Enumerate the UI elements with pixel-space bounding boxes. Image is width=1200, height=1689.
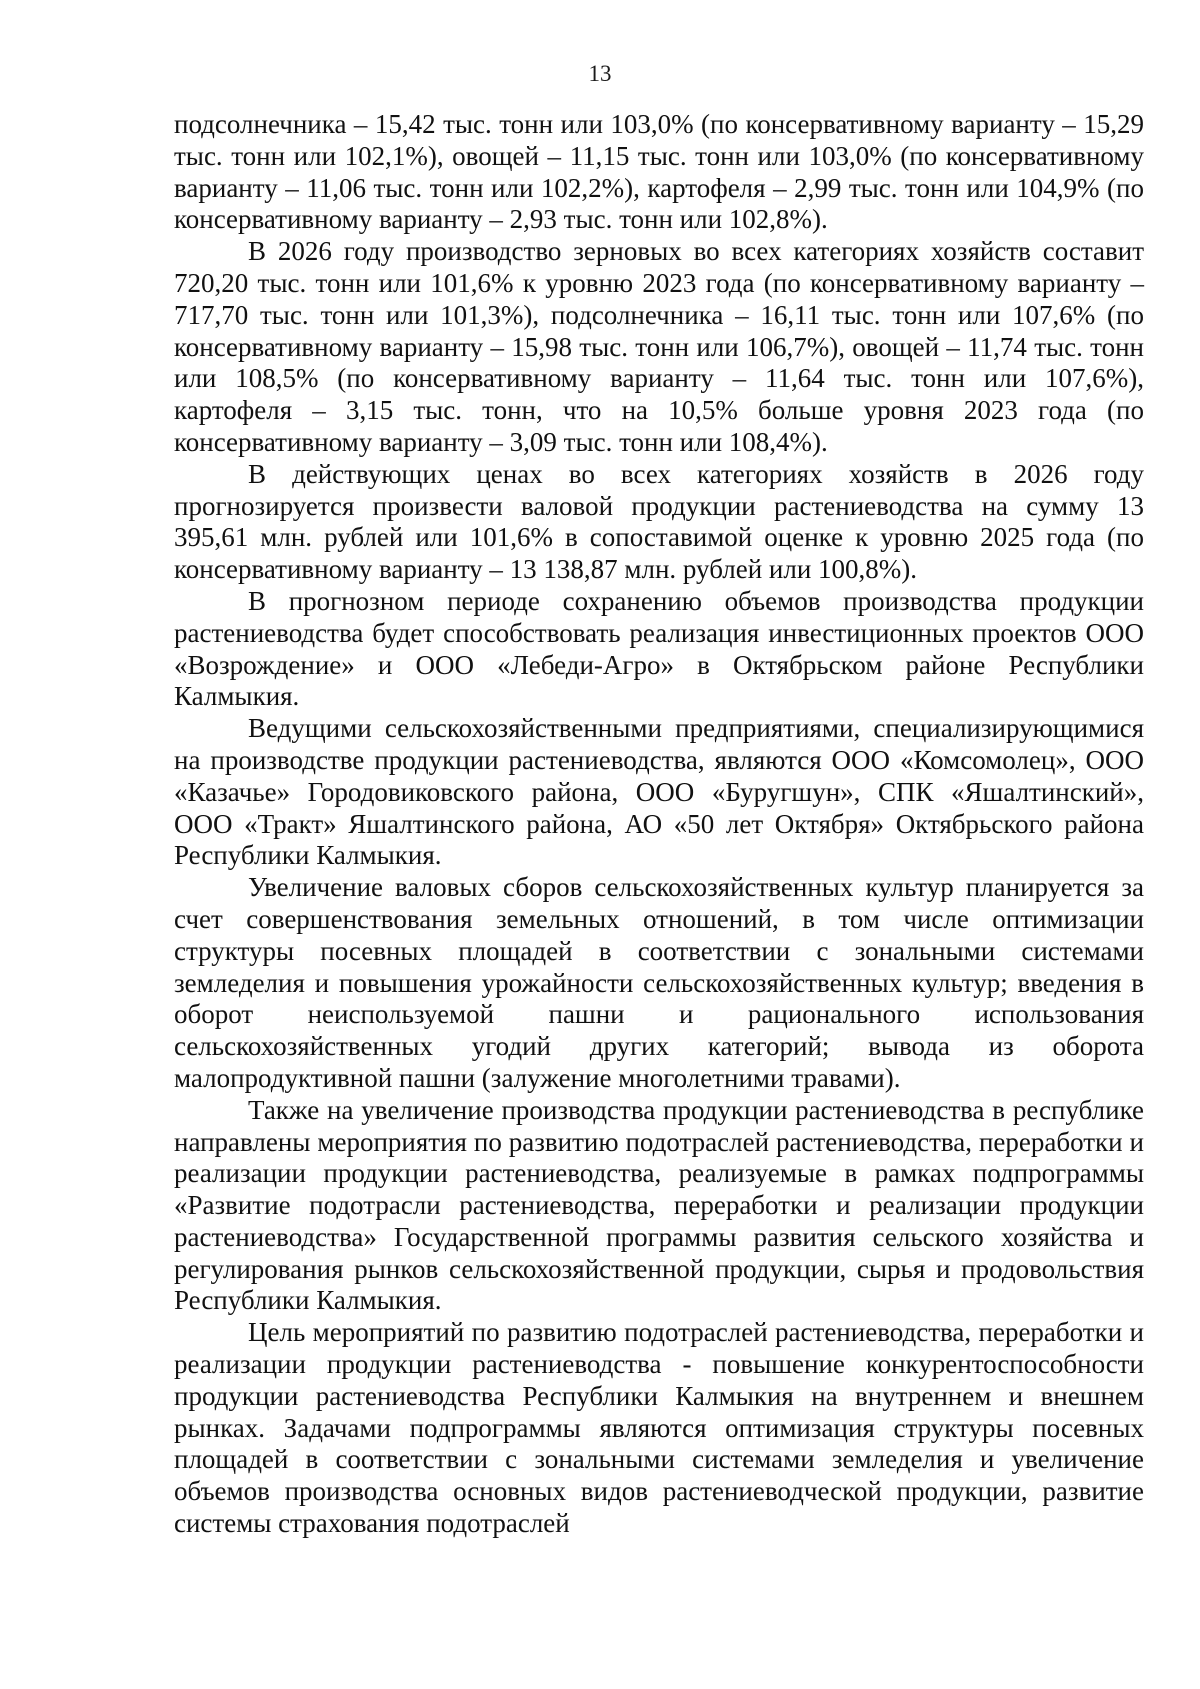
document-body: [174, 109, 1144, 1540]
paragraph-subprogram-measures: Также на увеличение производства продукции растениеводства в республике направлены мероприятия по развитию подотраслей растениеводства, переработки и реализации продукции растениеводства, реализуемые в рамках подпрограммы «Развитие подотрасли растениеводства, переработки и реализации продукции растениеводства» Государственной программы развития сельского хозяйства и регулирования рынков сельскохозяйственной продукции, сырья и продовольствия Республики Калмыкия.: [174, 1094, 1144, 1316]
paragraph-subprogram-goal: Цель мероприятий по развитию подотраслей растениеводства, переработки и реализации продукции растениеводства - повышение конкурентоспособности продукции растениеводства Республики Калмыкия на внутреннем и внешнем рынках. Задачами подпрограммы являются оптимизация структуры посевных площадей в соответствии с зональными системами земледелия и увеличение объемов производства основных видов растениеводческой продукции, развитие системы страхования подотраслей: [174, 1317, 1144, 1539]
paragraph-crop-forecast-continued: подсолнечника – 15,42 тыс. тонн или 103,0% (по консервативному варианту – 15,29 тыс. тонн или 102,1%), овощей – 11,15 тыс. тонн или 103,0% (по консервативному варианту – 11,06 тыс. тонн или 102,2%), картофеля – 2,99 тыс. тонн или 104,9% (по консервативному варианту – 2,93 тыс. тонн или 102,8%).: [174, 109, 1144, 235]
paragraph-2026-production: В 2026 году производство зерновых во всех категориях хозяйств составит 720,20 тыс. тонн или 101,6% к уровню 2023 года (по консервативному варианту – 717,70 тыс. тонн или 101,3%), подсолнечника – 16,11 тыс. тонн или 107,6% (по консервативному варианту – 15,98 тыс. тонн или 106,7%), овощей – 11,74 тыс. тонн или 108,5% (по консервативному варианту – 11,64 тыс. тонн или 107,6%), картофеля – 3,15 тыс. тонн, что на 10,5% больше уровня 2023 года (по консервативному варианту – 3,09 тыс. тонн или 108,4%).: [174, 236, 1144, 457]
paragraph-current-prices: В действующих ценах во всех категориях хозяйств в 2026 году прогнозируется произвести валовой продукции растениеводства на сумму 13 395,61 млн. рублей или 101,6% в сопоставимой оценке к уровню 2025 года (по консервативному варианту – 13 138,87 млн. рублей или 100,8%).: [174, 458, 1144, 585]
page-number: 13: [588, 61, 612, 86]
paragraph-leading-enterprises: Ведущими сельскохозяйственными предприятиями, специализирующимися на производстве продукции растениеводства, являются ООО «Комсомолец», ООО «Казачье» Городовиковского района, ООО «Буругшун», СПК «Яшалтинский», ООО «Тракт» Яшалтинского района, АО «50 лет Октября» Октябрьского района Республики Калмыкия.: [174, 713, 1144, 871]
paragraph-yield-increase: Увеличение валовых сборов сельскохозяйственных культур планируется за счет совершенствования земельных отношений, в том числе оптимизации структуры посевных площадей в соответствии с зональными системами земледелия и повышения урожайности сельскохозяйственных культур; введения в оборот неиспользуемой пашни и рационального использования сельскохозяйственных угодий других категорий; вывода из оборота малопродуктивной пашни (залужение многолетними травами).: [174, 872, 1144, 1093]
paragraph-investment-projects: В прогнозном периоде сохранению объемов производства продукции растениеводства будет способствовать реализация инвестиционных проектов ООО «Возрождение» и ООО «Лебеди-Агро» в Октябрьском районе Республики Калмыкия.: [174, 585, 1144, 712]
